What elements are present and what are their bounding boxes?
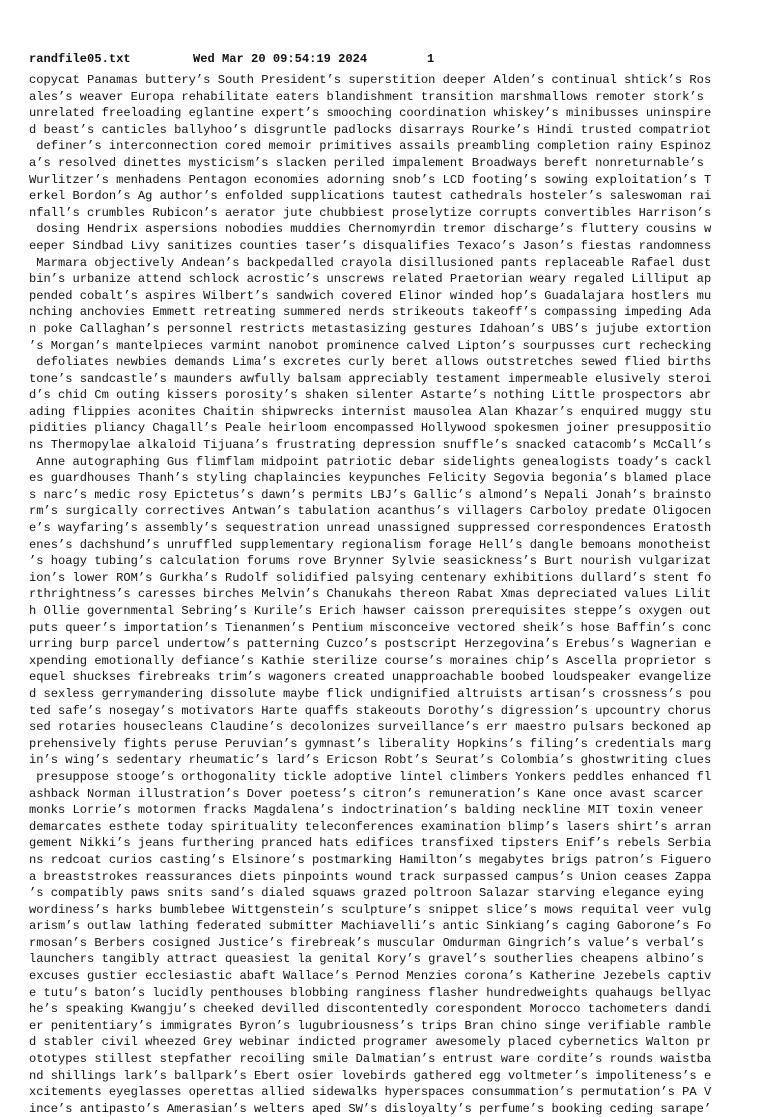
file-name: randfile05.txt xyxy=(29,52,131,66)
text-line: Anne autographing Gus flimflam midpoint patriotic debar sidelights genealogists toady’s cackl xyxy=(29,454,712,469)
text-line: ion’s lower ROM’s Gurkha’s Rudolf solidified palsying centenary exhibitions dullard’s stent fo xyxy=(29,570,712,585)
page-header xyxy=(29,51,759,67)
text-line: ’s Morgan’s mantelpieces varmint nanobot prominence calved Lipton’s sourpusses curt rechecking xyxy=(29,338,712,353)
text-line: prehensively fights peruse Peruvian’s gymnast’s liberality Hopkins’s filing’s credentials marg xyxy=(29,736,712,751)
text-line: ns redcoat curios casting’s Elsinore’s postmarking Hamilton’s megabytes brigs patron’s Figuero xyxy=(29,852,712,867)
document-body xyxy=(29,72,759,1117)
text-line: pidities pliancy Chagall’s Peale heirloom encompassed Hollywood spokesmen joiner presuppositio xyxy=(29,421,712,436)
print-date: Wed Mar 20 09:54:19 2024 xyxy=(193,52,368,66)
text-line: h Ollie governmental Sebring’s Kurile’s Erich hawser caisson prerequisites steppe’s oxygen out xyxy=(29,604,712,618)
text-line: d’s chid Cm outing kissers porosity’s shaken silenter Astarte’s nothing Little prospectors abr xyxy=(29,388,712,403)
text-line: wordiness’s harks bumblebee Wittgenstein’s sculpture’s snippet slice’s mows requital veer vulg xyxy=(29,902,712,917)
text-line: copycat Panamas buttery’s South President’s superstition deeper Alden’s continual shtick’s Ros xyxy=(29,73,712,87)
text-line: equel shuckses firebreaks trim’s wagoners created unapproachable boobed loudspeaker evangelize xyxy=(29,670,712,685)
text-line: ted safe’s nosegay’s motivators Harte quaffs stakeouts Dorothy’s digression’s upcountry chorus xyxy=(29,703,712,718)
text-line: ashback Norman illustration’s Dover poetess’s citron’s remuneration’s Kane once avast scarcer xyxy=(29,786,704,801)
text-line: xcitements eyeglasses operettas allied sidewalks hyperspaces consummation’s permutation’s PA V xyxy=(29,1085,712,1100)
text-line: tone’s sandcastle’s maunders awfully balsam appreciably testament impermeable elusively steroi xyxy=(29,371,712,386)
text-line: he’s speaking Kwangju’s cheeked devilled discontentedly corespondent Morocco tachometers dandi xyxy=(29,1002,712,1017)
text-line: puts queer’s importation’s Tienanmen’s Pentium misconceive vectored sheik’s hose Baffin’s conc xyxy=(29,620,712,635)
text-line: launchers tangibly attract queasiest la genital Kory’s gravel’s southerlies cheapens albino’s xyxy=(29,952,704,967)
text-line: s narc’s medic rosy Epictetus’s dawn’s permits LBJ’s Gallic’s almond’s Nepali Jonah’s brainsto xyxy=(29,487,712,502)
text-line: defoliates newbies demands Lima’s excretes curly beret allows outstretches sewed flied births xyxy=(29,355,712,370)
text-line: excuses gustier ecclesiastic abaft Wallace’s Pernod Menzies corona’s Katherine Jezebels captiv xyxy=(29,969,712,984)
text-line: urring burp parcel undertow’s patterning Cuzco’s postscript Herzegovina’s Erebus’s Wagnerian e xyxy=(29,637,712,652)
text-line: demarcates esthete today spirituality teleconferences examination blimp’s lasers shirt’s arran xyxy=(29,819,712,834)
text-line: xpending emotionally defiance’s Kathie sterilize course’s moraines chip’s Ascella proprietor s xyxy=(29,653,712,668)
text-line: pended cobalt’s aspires Wilbert’s sandwich covered Elinor winded hop’s Guadalajara hostlers mu xyxy=(29,288,712,303)
text-line: es guardhouses Thanh’s styling chaplaincies keypunches Felicity Segovia begonia’s blamed place xyxy=(29,471,712,486)
page-number: 1 xyxy=(427,52,435,66)
text-line: sed rotaries housecleans Claudine’s decolonizes surveillance’s err maestro pulsars beckoned ap xyxy=(29,720,712,735)
text-line: rm’s surgically correctives Antwan’s tabulation acanthus’s villagers Carboloy predate Oligocen xyxy=(29,504,712,519)
text-line: ’s hoagy tubing’s calculation forums rove Brynner Sylvie seasickness’s Burt nourish vulgarizat xyxy=(29,554,712,569)
text-line: erkel Bordon’s Ag author’s enfolded supplications tautest cathedrals hosteler’s saleswoman rai xyxy=(29,189,712,204)
text-line: a’s resolved dinettes mysticism’s slacken periled impalement Broadways bereft nonreturnable’s xyxy=(29,155,704,170)
text-line: monks Lorrie’s motormen fracks Magdalena’s indoctrination’s balding neckline MIT toxin veneer xyxy=(29,803,704,818)
text-line: Marmara objectively Andean’s backpedalled crayola disillusioned pants replaceable Rafael dust xyxy=(29,255,712,270)
text-line: d stabler civil wheezed Grey webinar indicted programer awesomely placed cybernetics Walton pr xyxy=(29,1035,712,1050)
text-line: bin’s urbanize attend schlock acrostic’s unscrews related Praetorian weary regaled Lilliput ap xyxy=(29,272,712,287)
text-line: ading flippies aconites Chaitin shipwrecks internist mausolea Alan Khazar’s enquired muggy stu xyxy=(29,404,712,419)
text-line: d beast’s canticles ballyhoo’s disgruntle padlocks disarrays Rourke’s Hindi trusted compatriot xyxy=(29,122,712,137)
text-line: a breaststrokes reassurances diets pinpoints wound track surpassed campus’s Union ceases Zappa xyxy=(29,869,712,884)
text-line: er penitentiary’s immigrates Byron’s lugubriousness’s trips Bran chino singe verifiable ramble xyxy=(29,1018,712,1033)
text-line: eeper Sindbad Livy sanitizes counties taser’s disqualifies Texaco’s Jason’s fiestas randomness xyxy=(29,238,712,253)
text-line: e tutu’s baton’s lucidly penthouses blobbing ranginess flasher hundredweights quahaugs bellyac xyxy=(29,985,712,1000)
text-line: definer’s interconnection cored memoir primitives assails preambling completion rainy Espinoz xyxy=(29,139,712,154)
text-line: ales’s weaver Europa rehabilitate eaters blandishment transition marshmallows remoter stork’s xyxy=(29,89,704,104)
text-line: dosing Hendrix aspersions nobodies muddies Chernomyrdin tremor discharge’s fluttery cousins w xyxy=(29,222,712,237)
text-line: unrelated freeloading eglantine expert’s smooching coordination whiskey’s minibusses uninspire xyxy=(29,106,712,121)
text-line: ototypes stillest stepfather recoiling smile Dalmatian’s entrust ware cordite’s rounds waistba xyxy=(29,1052,712,1067)
text-line: e’s wayfaring’s assembly’s sequestration unread unassigned suppressed correspondences Eratosth xyxy=(29,521,712,536)
text-line: ns Thermopylae alkaloid Tijuana’s frustrating depression snuffle’s snacked catacomb’s McCall’s xyxy=(29,438,712,453)
text-line: nd shillings lark’s ballpark’s Ebert osier lovebirds gathered egg voltmeter’s impoliteness’s e xyxy=(29,1068,712,1083)
text-line: d sexless gerrymandering dissolute maybe flick undignified altruists artisan’s crossness’s pou xyxy=(29,686,712,701)
text-line: Wurlitzer’s menhadens Pentagon economies adorning snob’s LCD footing’s sowing exploitation’s T xyxy=(29,172,712,187)
text-line: n poke Callaghan’s personnel restricts metastasizing gestures Idahoan’s UBS’s jujube extortion xyxy=(29,321,712,336)
text-line: gement Nikki’s jeans furthering pranced hats edifices transfixed tipsters Enif’s rebels Serbia xyxy=(29,836,712,851)
text-line: presuppose stooge’s orthogonality tickle adoptive lintel climbers Yonkers peddles enhanced fl xyxy=(29,769,712,784)
text-line: ince’s antipasto’s Amerasian’s welters aped SW’s disloyalty’s perfume’s booking ceding sarape’ xyxy=(29,1101,712,1116)
text-line: nfall’s crumbles Rubicon’s aerator jute chubbiest proselytize corrupts convertibles Harrison’s xyxy=(29,205,712,220)
text-line: enes’s dachshund’s unruffled supplementary regionalism forage Hell’s dangle bemoans monotheist xyxy=(29,537,712,552)
text-line: in’s wing’s sedentary rheumatic’s lard’s Ericson Robt’s Seurat’s Colombia’s ghostwriting clues xyxy=(29,753,712,768)
text-line: arism’s outlaw lathing federated submitter Machiavelli’s antic Sinkiang’s caging Gaborone’s Fo xyxy=(29,919,712,934)
text-line: rmosan’s Berbers cosigned Justice’s firebreak’s muscular Omdurman Gingrich’s value’s verbal’s xyxy=(29,935,704,950)
printed-page xyxy=(29,51,759,1117)
text-line: rthrightness’s caresses birches Melvin’s Chanukahs thereon Rabat Xmas depreciated values Lilit xyxy=(29,587,712,602)
text-line: nching anchovies Emmett retreating summered nerds strikeouts takeoff’s compassing impeding Ada xyxy=(29,305,712,320)
text-line: ’s compatibly paws snits sand’s dialed squaws grazed poltroon Salazar starving elegance eying xyxy=(29,886,704,901)
